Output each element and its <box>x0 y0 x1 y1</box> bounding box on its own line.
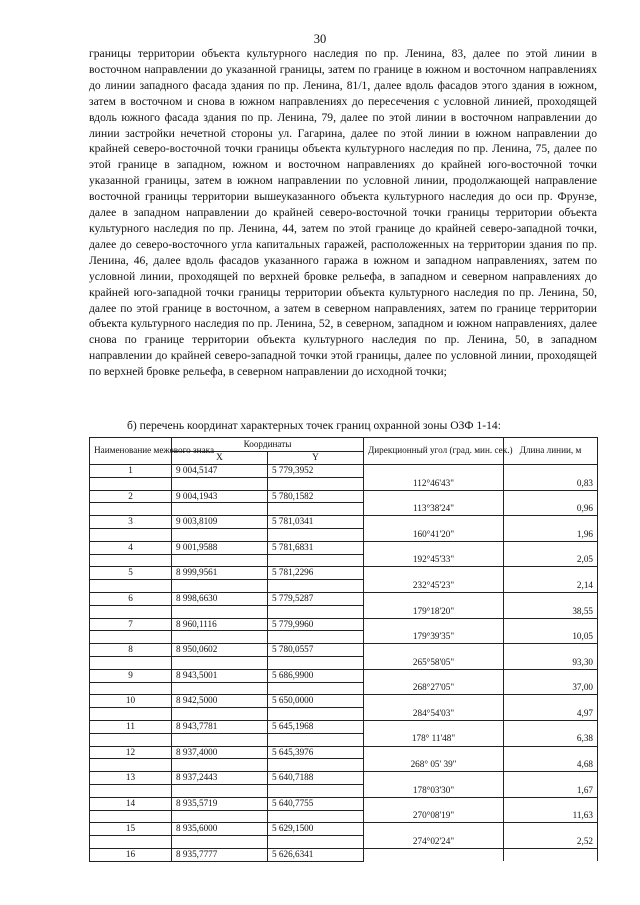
segment-length: 0,96 <box>504 503 598 516</box>
segment-blank <box>172 554 268 567</box>
segment-blank <box>268 631 364 644</box>
paragraph-text: границы территории объекта культурного наследия по пр. Ленина, 83, далее по этой линии в восточном направлении до указанной границы, затем по границе в южном и восточном направлениях до линии западного фасада здания по пр. Ленина, 81/1, далее вдоль фасадов этого здания в южном, затем в восточном и снова в южном направлениях до пересечения с условной линией, проходящей вдоль южного фасада здания по пр. Ленина, 79, далее по этой линии в восточном направлении до линии застройки нечетной стороны ул. Гагарина, далее по этой линии в южном направлении до крайней северо-восточной точки границы объекта культурного наследия по пр. Ленина, 75, далее по этой границе в западном, южном и восточном направлениях до крайней юго-восточной точки указанной границы, затем в южном направлении по условной линии, продолжающей направление восточной границы территории вышеуказанного объекта культурного наследия до оси пр. Фрунзе, далее в западном направлении до крайней северо-восточной точки границы территории объекта культурного наследия по пр. Ленина, 44, затем по этой границе до крайней северо-западной точки, далее до северо-восточного угла капитальных гаражей, расположенных на территории здания по пр. Ленина, 46, далее вдоль фасадов указанного гаража в южном и западном направлениях, затем по условной линии, проходящей по верхней бровке рельефа, в западном и северном направлениях до крайней юго-западной точки границы территории объекта культурного наследия по пр. Ленина, 50, далее по этой границе в восточном, а затем в северном направлениях, затем по границе территории объекта культурного наследия по пр. Ленина, 52, в северном, западном и южном направлениях, далее снова по границе территории объекта культурного наследия по пр. Ленина, 50, в западном направлении до крайней северо-западной точки этой границы, далее по условной линии, проходящей по верхней бровке рельефа, в северном направлении до исходной точки; <box>89 47 597 379</box>
point-x: 8 943,5001 <box>172 669 268 682</box>
point-x: 8 935,5719 <box>172 797 268 810</box>
angle-blank <box>364 490 504 503</box>
segment-blank <box>90 477 172 490</box>
segment-blank <box>172 656 268 669</box>
point-y: 5 781,6831 <box>268 541 364 554</box>
segment-length: 11,63 <box>504 810 598 823</box>
point-row <box>90 567 598 580</box>
point-x: 8 999,9561 <box>172 567 268 580</box>
point-x: 8 950,0602 <box>172 644 268 657</box>
length-blank <box>504 465 598 478</box>
segment-row <box>90 554 598 567</box>
segment-angle: 274°02'24" <box>364 836 504 849</box>
point-row <box>90 644 598 657</box>
segment-row <box>90 631 598 644</box>
segment-blank <box>172 759 268 772</box>
point-x: 8 935,7777 <box>172 848 268 861</box>
point-y: 5 779,9960 <box>268 618 364 631</box>
angle-blank <box>364 618 504 631</box>
segment-angle: 265°58'05" <box>364 656 504 669</box>
point-name: 8 <box>90 644 172 657</box>
point-row <box>90 516 598 529</box>
point-x: 9 004,5147 <box>172 465 268 478</box>
segment-blank <box>90 708 172 721</box>
segment-length: 2,05 <box>504 554 598 567</box>
angle-blank <box>364 797 504 810</box>
segment-blank <box>268 836 364 849</box>
point-row <box>90 720 598 733</box>
angle-blank <box>364 746 504 759</box>
point-name: 13 <box>90 772 172 785</box>
segment-angle: 268° 05' 39" <box>364 759 504 772</box>
segment-row <box>90 733 598 746</box>
length-blank <box>504 618 598 631</box>
segment-blank <box>90 631 172 644</box>
point-row <box>90 746 598 759</box>
segment-blank <box>90 836 172 849</box>
point-name: 3 <box>90 516 172 529</box>
segment-length: 2,52 <box>504 836 598 849</box>
point-name: 4 <box>90 541 172 554</box>
segment-blank <box>268 733 364 746</box>
segment-angle: 178° 11'48" <box>364 733 504 746</box>
segment-blank <box>268 580 364 593</box>
segment-angle: 192°45'33" <box>364 554 504 567</box>
length-blank <box>504 516 598 529</box>
point-name: 15 <box>90 823 172 836</box>
segment-angle: 160°41'20" <box>364 528 504 541</box>
segment-blank <box>172 631 268 644</box>
segment-row <box>90 682 598 695</box>
segment-row <box>90 810 598 823</box>
point-row <box>90 797 598 810</box>
header-x: X <box>172 452 268 465</box>
segment-row <box>90 759 598 772</box>
angle-blank <box>364 720 504 733</box>
segment-blank <box>90 682 172 695</box>
segment-length: 37,00 <box>504 682 598 695</box>
segment-row <box>90 528 598 541</box>
segment-blank <box>172 580 268 593</box>
point-x: 9 004,1943 <box>172 490 268 503</box>
header-coords: Координаты <box>172 438 364 452</box>
segment-row <box>90 580 598 593</box>
point-row <box>90 823 598 836</box>
segment-blank <box>90 503 172 516</box>
segment-length: 38,55 <box>504 605 598 618</box>
point-name: 1 <box>90 465 172 478</box>
length-blank <box>504 848 598 861</box>
segment-blank <box>172 528 268 541</box>
angle-blank <box>364 592 504 605</box>
segment-blank <box>90 784 172 797</box>
segment-blank <box>172 836 268 849</box>
segment-angle: 179°18'20" <box>364 605 504 618</box>
segment-blank <box>268 605 364 618</box>
segment-blank <box>90 810 172 823</box>
point-row <box>90 848 598 861</box>
header-y: Y <box>268 452 364 465</box>
point-x: 8 960,1116 <box>172 618 268 631</box>
point-y: 5 780,1582 <box>268 490 364 503</box>
segment-length: 1,67 <box>504 784 598 797</box>
point-y: 5 640,7188 <box>268 772 364 785</box>
segment-row <box>90 836 598 849</box>
coordinates-table <box>89 437 598 862</box>
page-number: 30 <box>313 32 327 46</box>
point-y: 5 686,9900 <box>268 669 364 682</box>
segment-blank <box>90 605 172 618</box>
angle-blank <box>364 695 504 708</box>
length-blank <box>504 823 598 836</box>
point-name: 12 <box>90 746 172 759</box>
segment-blank <box>268 503 364 516</box>
length-blank <box>504 592 598 605</box>
length-blank <box>504 490 598 503</box>
segment-length: 6,38 <box>504 733 598 746</box>
length-blank <box>504 695 598 708</box>
segment-length: 4,97 <box>504 708 598 721</box>
segment-row <box>90 708 598 721</box>
angle-blank <box>364 465 504 478</box>
point-x: 8 935,6000 <box>172 823 268 836</box>
length-blank <box>504 669 598 682</box>
length-blank <box>504 541 598 554</box>
segment-blank <box>268 656 364 669</box>
point-row <box>90 772 598 785</box>
segment-blank <box>268 477 364 490</box>
segment-length: 0,83 <box>504 477 598 490</box>
point-y: 5 640,7755 <box>268 797 364 810</box>
point-name: 6 <box>90 592 172 605</box>
point-row <box>90 465 598 478</box>
angle-blank <box>364 823 504 836</box>
table-caption: б) перечень координат характерных точек границ охранной зоны ОЗФ 1-14: <box>127 419 501 432</box>
point-y: 5 781,2296 <box>268 567 364 580</box>
segment-row <box>90 605 598 618</box>
point-x: 9 001,9588 <box>172 541 268 554</box>
segment-blank <box>172 477 268 490</box>
point-y: 5 645,1968 <box>268 720 364 733</box>
point-name: 11 <box>90 720 172 733</box>
segment-angle: 268°27'05" <box>364 682 504 695</box>
header-angle: Дирекционный угол (град. мин. сек.) <box>364 438 504 465</box>
segment-length: 1,96 <box>504 528 598 541</box>
point-y: 5 779,3952 <box>268 465 364 478</box>
segment-blank <box>172 503 268 516</box>
point-x: 8 942,5000 <box>172 695 268 708</box>
point-row <box>90 618 598 631</box>
coordinates-table-body <box>90 438 598 862</box>
length-blank <box>504 772 598 785</box>
segment-blank <box>172 784 268 797</box>
point-x: 8 937,2443 <box>172 772 268 785</box>
length-blank <box>504 797 598 810</box>
point-name: 7 <box>90 618 172 631</box>
point-y: 5 645,3976 <box>268 746 364 759</box>
segment-blank <box>172 682 268 695</box>
segment-blank <box>268 554 364 567</box>
segment-angle: 113°38'24" <box>364 503 504 516</box>
segment-length: 93,30 <box>504 656 598 669</box>
point-name: 9 <box>90 669 172 682</box>
segment-angle: 270°08'19" <box>364 810 504 823</box>
segment-row <box>90 477 598 490</box>
segment-row <box>90 656 598 669</box>
header-mark: Наименование межевого знака <box>90 438 172 465</box>
segment-angle: 284°54'03" <box>364 708 504 721</box>
point-y: 5 626,6341 <box>268 848 364 861</box>
segment-blank <box>172 733 268 746</box>
point-x: 8 937,4000 <box>172 746 268 759</box>
table-header-row <box>90 438 598 452</box>
segment-blank <box>172 605 268 618</box>
angle-blank <box>364 644 504 657</box>
point-row <box>90 490 598 503</box>
angle-blank <box>364 567 504 580</box>
point-row <box>90 669 598 682</box>
segment-angle: 112°46'43" <box>364 477 504 490</box>
segment-blank <box>90 528 172 541</box>
segment-row <box>90 503 598 516</box>
point-x: 8 998,6630 <box>172 592 268 605</box>
length-blank <box>504 644 598 657</box>
point-name: 2 <box>90 490 172 503</box>
angle-blank <box>364 772 504 785</box>
segment-blank <box>268 759 364 772</box>
point-y: 5 780,0557 <box>268 644 364 657</box>
length-blank <box>504 720 598 733</box>
point-row <box>90 541 598 554</box>
angle-blank <box>364 541 504 554</box>
header-length: Длина линии, м <box>504 438 598 465</box>
segment-blank <box>268 528 364 541</box>
segment-blank <box>90 656 172 669</box>
point-y: 5 779,5287 <box>268 592 364 605</box>
segment-length: 2,14 <box>504 580 598 593</box>
segment-angle: 232°45'23" <box>364 580 504 593</box>
segment-length: 10,05 <box>504 631 598 644</box>
segment-angle: 178°03'30" <box>364 784 504 797</box>
length-blank <box>504 746 598 759</box>
body-paragraph <box>89 46 597 380</box>
segment-blank <box>90 759 172 772</box>
segment-length: 4,68 <box>504 759 598 772</box>
segment-blank <box>90 554 172 567</box>
point-name: 10 <box>90 695 172 708</box>
point-x: 9 003,8109 <box>172 516 268 529</box>
point-y: 5 781,0341 <box>268 516 364 529</box>
angle-blank <box>364 516 504 529</box>
segment-blank <box>172 708 268 721</box>
segment-blank <box>90 580 172 593</box>
point-x: 8 943,7781 <box>172 720 268 733</box>
point-name: 14 <box>90 797 172 810</box>
angle-blank <box>364 848 504 861</box>
point-y: 5 629,1500 <box>268 823 364 836</box>
point-row <box>90 695 598 708</box>
point-row <box>90 592 598 605</box>
length-blank <box>504 567 598 580</box>
segment-row <box>90 784 598 797</box>
segment-blank <box>172 810 268 823</box>
segment-blank <box>268 784 364 797</box>
point-name: 5 <box>90 567 172 580</box>
segment-blank <box>268 810 364 823</box>
segment-blank <box>268 682 364 695</box>
segment-angle: 179°39'35" <box>364 631 504 644</box>
point-name: 16 <box>90 848 172 861</box>
angle-blank <box>364 669 504 682</box>
segment-blank <box>268 708 364 721</box>
point-y: 5 650,0000 <box>268 695 364 708</box>
segment-blank <box>90 733 172 746</box>
